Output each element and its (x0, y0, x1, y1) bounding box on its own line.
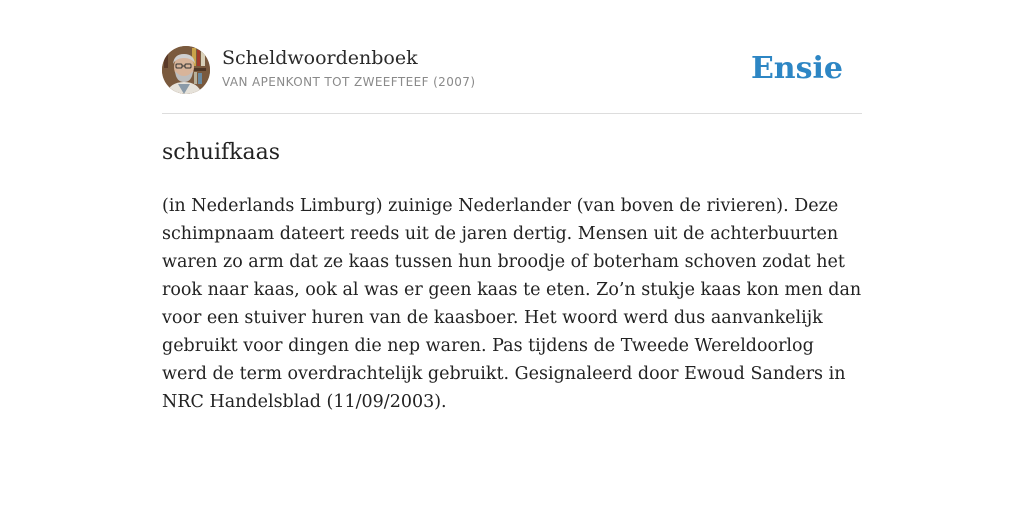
source-subtitle: VAN APENKONT TOT ZWEEFTEEF (2007) (222, 75, 476, 89)
entry-card (162, 46, 862, 416)
source-header (162, 46, 862, 113)
author-avatar[interactable] (162, 46, 210, 94)
ensie-logo[interactable]: Ensie (750, 51, 843, 86)
author-portrait-icon (162, 46, 210, 94)
entry-definition: (in Nederlands Limburg) zuinige Nederlander (van boven de rivieren). Deze schimpnaam dateert reeds uit de jaren dertig. Mensen uit de achterbuurten waren zo arm dat ze kaas tussen hun broodje of boterham schoven zodat het rook naar kaas, ook al was er geen kaas te eten. Zo’n stukje kaas kon men dan voor een stuiver huren van de kaasboer. Het woord werd dus aanvankelijk gebruikt voor dingen die nep waren. Pas tijdens de Tweede Wereldoorlog werd de term overdrachtelijk gebruikt. Gesignaleerd door Ewoud Sanders in NRC Handelsblad (11/09/2003). (162, 196, 862, 412)
source-title[interactable]: Scheldwoordenboek (222, 47, 418, 69)
header-divider (162, 113, 862, 114)
entry-term: schuifkaas (162, 140, 280, 165)
